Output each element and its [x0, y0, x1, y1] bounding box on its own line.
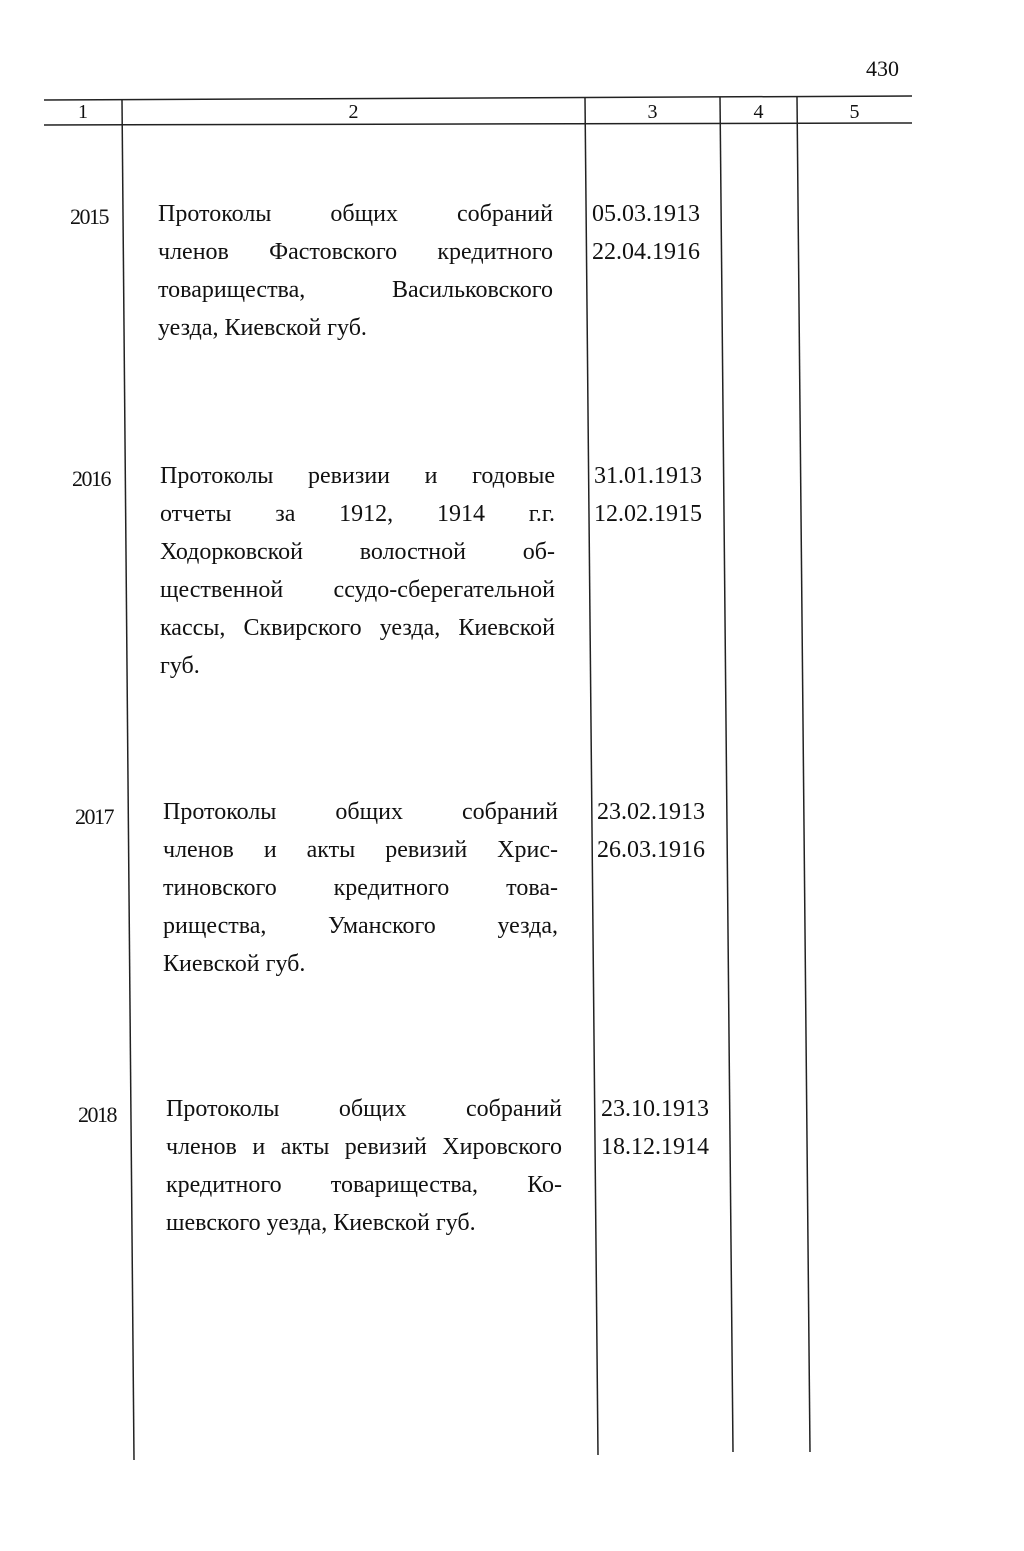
column-divider-2-3 — [585, 98, 598, 1455]
page-number: 430 — [866, 56, 899, 81]
column-divider-1-2 — [122, 100, 134, 1460]
description-line: рищества, Уманского уезда, — [163, 913, 558, 939]
description-line: кредитного товарищества, Ко- — [166, 1172, 562, 1198]
description-line: кассы, Сквирского уезда, Киевской — [160, 615, 555, 641]
entry-description — [166, 1090, 562, 1242]
description-line: товарищества, Васильковского — [158, 277, 553, 303]
column-header-3: 3 — [647, 101, 658, 123]
date-start: 31.01.1913 — [594, 463, 702, 489]
entry-dates — [601, 1090, 709, 1166]
description-line: Протоколы ревизии и годовые — [160, 463, 555, 489]
description-line: тиновского кредитного това- — [163, 875, 558, 901]
column-header-1: 1 — [78, 101, 88, 123]
entry-number: 2017 — [75, 804, 113, 829]
entry-dates — [597, 793, 705, 869]
entry-dates — [592, 195, 700, 271]
date-end: 22.04.1916 — [592, 239, 700, 265]
description-line: уезда, Киевской губ. — [158, 315, 367, 341]
entry-number: 2018 — [78, 1102, 116, 1127]
entry-dates — [594, 457, 702, 533]
description-line: членов и акты ревизий Хрис- — [163, 837, 558, 863]
description-line: Протоколы общих собраний — [158, 201, 553, 227]
column-header-5: 5 — [849, 101, 860, 123]
date-start: 05.03.1913 — [592, 201, 700, 227]
date-end: 26.03.1916 — [597, 837, 705, 863]
date-start: 23.02.1913 — [597, 799, 705, 825]
entry-number: 2016 — [72, 466, 110, 491]
description-line: Протоколы общих собраний — [163, 799, 558, 825]
date-end: 12.02.1915 — [594, 501, 702, 527]
entry-number: 2015 — [70, 204, 108, 229]
description-line: Протоколы общих собраний — [166, 1096, 562, 1122]
description-line: губ. — [160, 653, 200, 679]
description-line: членов и акты ревизий Хировского — [166, 1134, 562, 1160]
date-end: 18.12.1914 — [601, 1134, 709, 1160]
description-line: Киевской губ. — [163, 951, 306, 977]
entry-description — [160, 457, 555, 685]
description-line: Ходорковской волостной об- — [160, 539, 555, 565]
table-top-rule — [44, 96, 912, 100]
description-line: отчеты за 1912, 1914 г.г. — [160, 501, 555, 527]
column-header-4: 4 — [753, 101, 764, 123]
column-header-2: 2 — [348, 101, 359, 123]
column-divider-4-5 — [797, 97, 810, 1452]
description-line: щественной ссудо-сберегательной — [160, 577, 555, 603]
description-line: членов Фастовского кредитного — [158, 239, 553, 265]
date-start: 23.10.1913 — [601, 1096, 709, 1122]
entry-description — [163, 793, 558, 983]
column-divider-3-4 — [720, 97, 733, 1452]
entry-description — [158, 195, 553, 347]
description-line: шевского уезда, Киевской губ. — [166, 1210, 476, 1236]
